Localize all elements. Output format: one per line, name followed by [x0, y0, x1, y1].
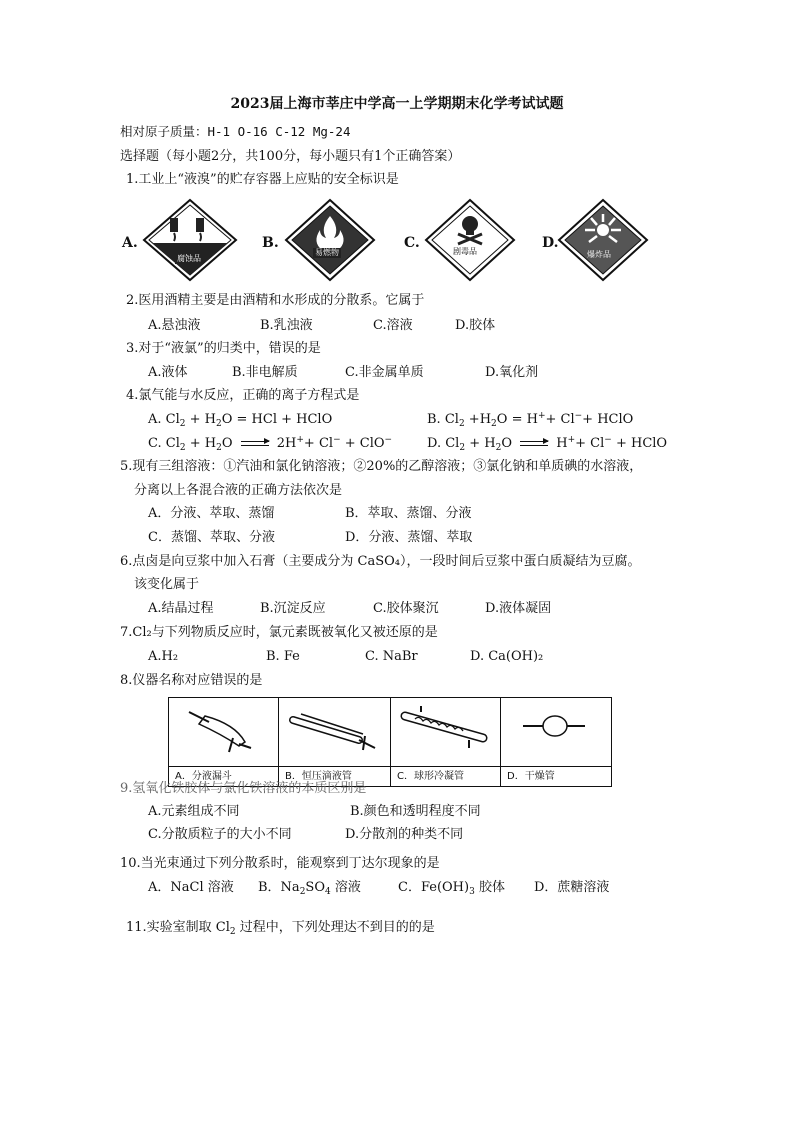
apparatus-cell-c: [391, 698, 501, 786]
q6-option-d: D.液体凝固: [485, 601, 552, 616]
q1-stem: 1.工业上“液溴”的贮存容器上应贴的安全标识是: [126, 172, 399, 187]
q9-option-c: C.分散质粒子的大小不同: [148, 827, 292, 842]
q1-option-d-label: 爆炸品: [587, 250, 611, 259]
toxic-sign-icon: [420, 196, 540, 284]
q1-option-b-label: 易燃物: [315, 248, 339, 257]
q1-option-c-letter: C.: [404, 235, 420, 251]
q7-stem: 7.Cl₂与下列物质反应时，氯元素既被氧化又被还原的是: [120, 625, 438, 640]
q9-option-b: B.颜色和透明程度不同: [350, 804, 481, 819]
q7-option-c: C. NaBr: [365, 649, 418, 664]
q6-stem-line2: 该变化属于: [134, 577, 200, 592]
q1-option-a-label: 腐蚀品: [177, 254, 201, 263]
exam-title: 2023届上海市莘庄中学高一上学期期末化学考试试题: [230, 96, 564, 112]
q5-option-c: C．蒸馏、萃取、分液: [148, 530, 275, 545]
q5-stem-line1: 5.现有三组溶液：①汽油和氯化钠溶液；②20%的乙醇溶液；③氯化钠和单质碘的水溶液，: [120, 459, 643, 474]
apparatus-caption-a: A．分液漏斗: [169, 766, 278, 786]
q5-option-b: B．萃取、蒸馏、分液: [345, 506, 472, 521]
reversible-arrow-icon: [241, 439, 269, 449]
q10-option-c: C．$Fe(OH)_3$ 胶体: [398, 880, 505, 897]
q5-option-a: A．分液、萃取、蒸馏: [148, 506, 275, 521]
q3-option-c: C.非金属单质: [345, 365, 424, 380]
q6-stem-line1: 6.点卤是向豆浆中加入石膏（主要成分为 CaSO₄），一段时间后豆浆中蛋白质凝结为豆腐。: [120, 554, 641, 569]
apparatus-cell-a: [169, 698, 279, 786]
q9-stem: 9.氢氧化铁胶体与氯化铁溶液的本质区别是: [120, 781, 367, 796]
q4-option-b: B. $Cl_2 +H_2O = H^++ Cl^-+$ HClO: [427, 411, 634, 429]
q7-option-a: A.H₂: [148, 649, 179, 664]
apparatus-caption-d: D．干燥管: [501, 766, 611, 786]
q4-option-d: D. $Cl_2 + H_2O$ H++ Cl− + HClO: [427, 435, 668, 453]
separatory-funnel-icon: [169, 698, 277, 764]
q5-stem-line2: 分离以上各混合液的正确方法依次是: [134, 483, 343, 498]
q1-option-a-letter: A.: [122, 235, 138, 251]
apparatus-cell-d: [501, 698, 611, 786]
q8-stem: 8.仪器名称对应错误的是: [120, 673, 263, 688]
q9-option-d: D.分散剂的种类不同: [345, 827, 464, 842]
q6-option-b: B.沉淀反应: [260, 601, 326, 616]
q10-stem: 10.当光束通过下列分散系时，能观察到丁达尔现象的是: [120, 856, 440, 871]
apparatus-table: [168, 697, 612, 787]
q1-option-c-label: 剧毒品: [453, 247, 477, 256]
q1-option-d-letter: D.: [542, 235, 559, 251]
q2-option-d: D.胶体: [455, 318, 496, 333]
q11-stem-post: 过程中，下列处理达不到目的的是: [235, 920, 435, 935]
q2-option-a: A.悬浊液: [148, 318, 201, 333]
q2-option-c: C.溶液: [373, 318, 413, 333]
q2-option-b: B.乳浊液: [260, 318, 313, 333]
explosive-sign-icon: [555, 196, 675, 284]
drying-tube-icon: [501, 698, 609, 764]
q10-option-d: D．蔗糖溶液: [534, 880, 610, 895]
q7-option-b: B. Fe: [266, 649, 300, 664]
corrosive-sign-icon: [140, 196, 260, 284]
q3-option-a: A.液体: [148, 365, 188, 380]
apparatus-caption-b: B．恒压滴液管: [279, 766, 390, 786]
apparatus-caption-c: C．球形冷凝管: [391, 766, 500, 786]
q11-stem: 11.实验室制取 $Cl_2$ 过程中，下列处理达不到目的的是: [126, 920, 435, 937]
q10-option-b: B．$Na_2SO_4$ 溶液: [258, 880, 361, 897]
reversible-arrow-icon: [520, 439, 548, 449]
dropping-funnel-icon: [279, 698, 389, 764]
atomic-mass-line: 相对原子质量：H-1 O-16 C-12 Mg-24: [120, 124, 351, 139]
q6-option-a: A.结晶过程: [148, 601, 214, 616]
q2-stem: 2.医用酒精主要是由酒精和水形成的分散系。它属于: [126, 293, 425, 308]
q3-option-b: B.非电解质: [232, 365, 298, 380]
q9-option-a: A.元素组成不同: [148, 804, 240, 819]
bulb-condenser-icon: [391, 698, 499, 764]
q5-option-d: D．分液、蒸馏、萃取: [345, 530, 473, 545]
q6-option-c: C.胶体聚沉: [373, 601, 439, 616]
apparatus-cell-b: [279, 698, 391, 786]
flammable-sign-icon: [280, 196, 400, 284]
q3-stem: 3.对于“液氯”的归类中，错误的是: [126, 341, 321, 356]
q4-option-c: C. $Cl_2 + H_2O$ 2H++ Cl− + ClO−: [148, 435, 393, 453]
q3-option-d: D.氧化剂: [485, 365, 539, 380]
q4-option-a: A. $Cl_2 + H_2O$ = HCl + HClO: [148, 412, 333, 429]
q11-stem-pre: 11.实验室制取 Cl: [126, 920, 230, 935]
q7-option-d: D. Ca(OH)₂: [470, 649, 544, 664]
q4-stem: 4.氯气能与水反应，正确的离子方程式是: [126, 388, 360, 403]
section-heading: 选择题（每小题2分，共100分，每小题只有1个正确答案）: [120, 149, 461, 164]
q1-option-b-letter: B.: [262, 235, 279, 251]
q10-option-a: A．NaCl 溶液: [148, 880, 234, 895]
